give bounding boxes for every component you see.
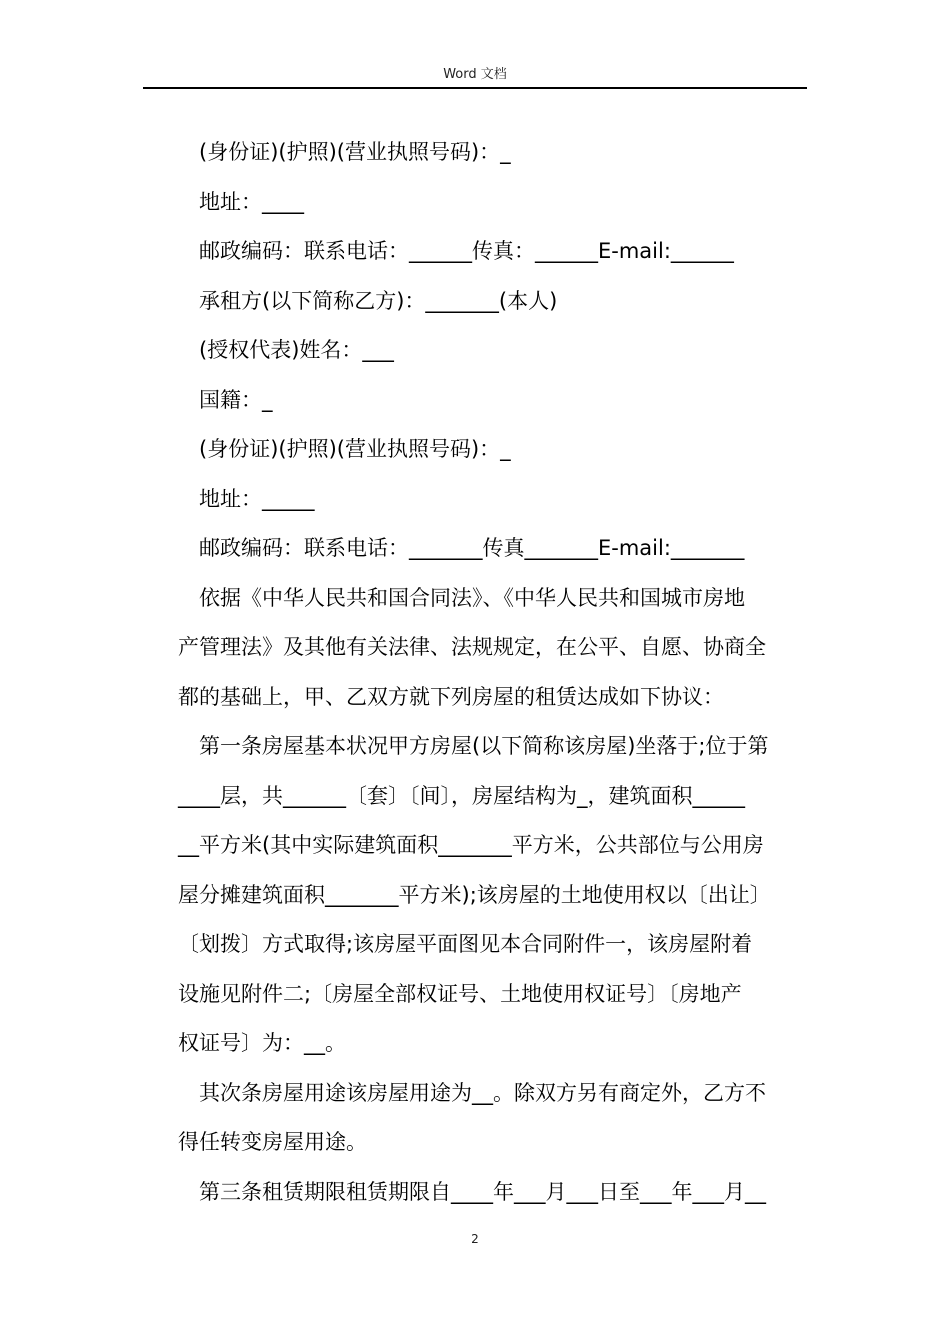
article-2-line-2: 得任转变房屋用途。 xyxy=(178,1130,367,1154)
page-number: 2 xyxy=(471,1232,479,1246)
nationality-line: 国籍：_ xyxy=(199,387,273,412)
representative-name-line: (授权代表)姓名：___ xyxy=(199,338,394,362)
preamble-line-2: 产管理法》及其他有关法律、法规规定，在公平、自愿、协商全 xyxy=(178,635,766,659)
article-1-line-7: 权证号〕为：__。 xyxy=(178,1031,346,1055)
preamble-line-3: 都的基础上，甲、乙双方就下列房屋的租赁达成如下协议： xyxy=(178,684,724,709)
article-1-line-4: 屋分摊建筑面积_______平方米);该房屋的土地使用权以〔出让〕 xyxy=(178,882,771,907)
preamble-line-1: 依据《中华人民共和国合同法》、《中华人民共和国城市房地 xyxy=(199,585,745,610)
article-1-line-5: 〔划拨〕方式取得;该房屋平面图见本合同附件一，该房屋附着 xyxy=(178,932,753,956)
article-1-line-1: 第一条房屋基本状况甲方房屋(以下简称该房屋)坐落于;位于第 xyxy=(199,734,769,758)
article-3-line-1: 第三条租赁期限租赁期限自____年___月___日至___年___月__ xyxy=(199,1179,766,1204)
article-1-line-3: __平方米(其中实际建筑面积_______平方米，公共部位与公用房 xyxy=(178,833,764,857)
article-1-line-6: 设施见附件二;〔房屋全部权证号、土地使用权证号〕〔房地产 xyxy=(178,981,742,1006)
id-line-party-a: (身份证)(护照)(营业执照号码)：_ xyxy=(199,140,511,164)
document-body xyxy=(178,128,808,1217)
header-divider xyxy=(143,87,807,89)
article-2-line-1: 其次条房屋用途该房屋用途为__。除双方另有商定外，乙方不 xyxy=(199,1080,766,1105)
address-line-party-a: 地址：____ xyxy=(199,189,304,214)
contact-line-party-a: 邮政编码：联系电话：______传真：______E-mail:______ xyxy=(199,239,734,263)
address-line-party-b: 地址：_____ xyxy=(199,486,315,511)
article-1-line-2: ____层，共______〔套〕〔间〕，房屋结构为_，建筑面积_____ xyxy=(178,783,745,808)
id-line-party-b: (身份证)(护照)(营业执照号码)：_ xyxy=(199,437,511,461)
contact-line-party-b: 邮政编码：联系电话：_______传真_______E-mail:_______ xyxy=(199,536,745,560)
page-header: Word 文档 xyxy=(443,67,507,82)
lessee-line: 承租方(以下简称乙方)：_______(本人) xyxy=(199,288,558,313)
